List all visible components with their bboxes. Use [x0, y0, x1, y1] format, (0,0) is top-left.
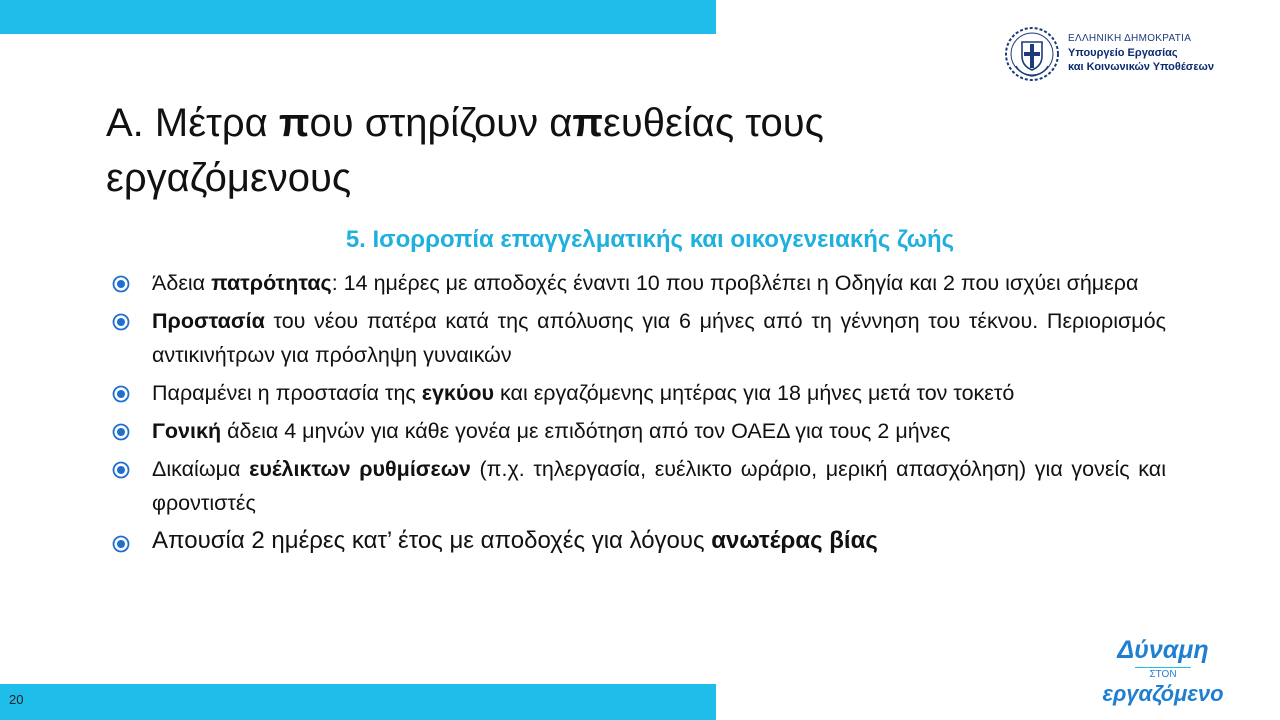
title-part-2: ου στηρίζουν α [309, 101, 573, 145]
bullet-text-pre: Άδεια [152, 271, 212, 295]
bullet-text-pre: Δικαίωμα [152, 457, 250, 481]
ministry-line-2: και Κοινωνικών Υποθέσεων [1068, 61, 1214, 73]
section-subtitle: 5. Ισορροπία επαγγελματικής και οικογενειακής ζωής [345, 226, 955, 253]
bullet-text-post: (π.χ. τηλεργασία, ευέλικτο ωράριο, μερική απασχόληση) για γονείς και φροντιστές [152, 457, 1166, 515]
title-bold-2: π [572, 101, 604, 145]
slide-title [106, 96, 1006, 206]
bullet-circle-icon [112, 535, 130, 553]
campaign-logo [1098, 636, 1228, 712]
bottom-accent-bar [0, 684, 716, 720]
bullet-circle-icon [112, 423, 130, 441]
campaign-logo-middle: ΣΤΟΝ [1135, 667, 1190, 682]
campaign-logo-top: Δύναμη [1117, 636, 1209, 664]
list-item [112, 266, 1166, 300]
bullet-text-post: και εργαζόμενης μητέρας για 18 μήνες μετά τον τοκετό [494, 381, 1015, 405]
bullet-text-post: : 14 ημέρες με αποδοχές έναντι 10 που προβλέπει η Οδηγία και 2 που ισχύει σήμερα [331, 271, 1139, 295]
list-item [112, 376, 1166, 410]
title-bold-1: π [278, 101, 310, 145]
greek-coat-of-arms-icon [1004, 26, 1060, 82]
list-item [112, 304, 1166, 372]
ministry-line-1: Υπουργείο Εργασίας [1068, 47, 1178, 59]
bullet-circle-icon [112, 461, 130, 479]
country-name: ΕΛΛΗΝΙΚΗ ΔΗΜΟΚΡΑΤΙΑ [1068, 33, 1192, 44]
title-line-2: εργαζόμενους [106, 156, 352, 200]
bullet-list [112, 266, 1166, 562]
bullet-circle-icon [112, 385, 130, 403]
campaign-logo-bottom: εργαζόμενο [1102, 681, 1224, 706]
title-part-3: ευθείας τους [603, 101, 824, 145]
bullet-text-post: του νέου πατέρα κατά της απόλυσης για 6 μήνες από τη γέννηση του τέκνου. Περιορισμός αντικινήτρων για πρόσληψη γυναικών [152, 309, 1166, 367]
list-item [112, 414, 1166, 448]
bullet-circle-icon [112, 275, 130, 293]
ministry-name [1068, 32, 1214, 74]
bullet-circle-icon [112, 313, 130, 331]
list-item [112, 452, 1166, 520]
ministry-logo [1004, 26, 1244, 86]
bullet-text-bold: Προστασία [152, 309, 265, 333]
bullet-text-pre: Απουσία 2 ημέρες κατ’ έτος με αποδοχές για λόγους [152, 527, 712, 554]
bullet-text-bold: ανωτέρας βίας [711, 527, 878, 554]
bullet-text-bold: ευέλικτων ρυθμίσεων [249, 457, 471, 481]
list-item [112, 524, 1166, 558]
title-part-1: Α. Μέτρα [106, 101, 279, 145]
bullet-text-pre: Παραμένει η προστασία της [152, 381, 422, 405]
page-number: 20 [9, 692, 24, 707]
top-accent-bar [0, 0, 716, 34]
bullet-text-bold: εγκύου [421, 381, 495, 405]
bullet-text-bold: πατρότητας [211, 271, 332, 295]
bullet-text-post: άδεια 4 μηνών για κάθε γονέα με επιδότηση από τον ΟΑΕΔ για τους 2 μήνες [221, 419, 951, 443]
bullet-text-bold: Γονική [152, 419, 222, 443]
